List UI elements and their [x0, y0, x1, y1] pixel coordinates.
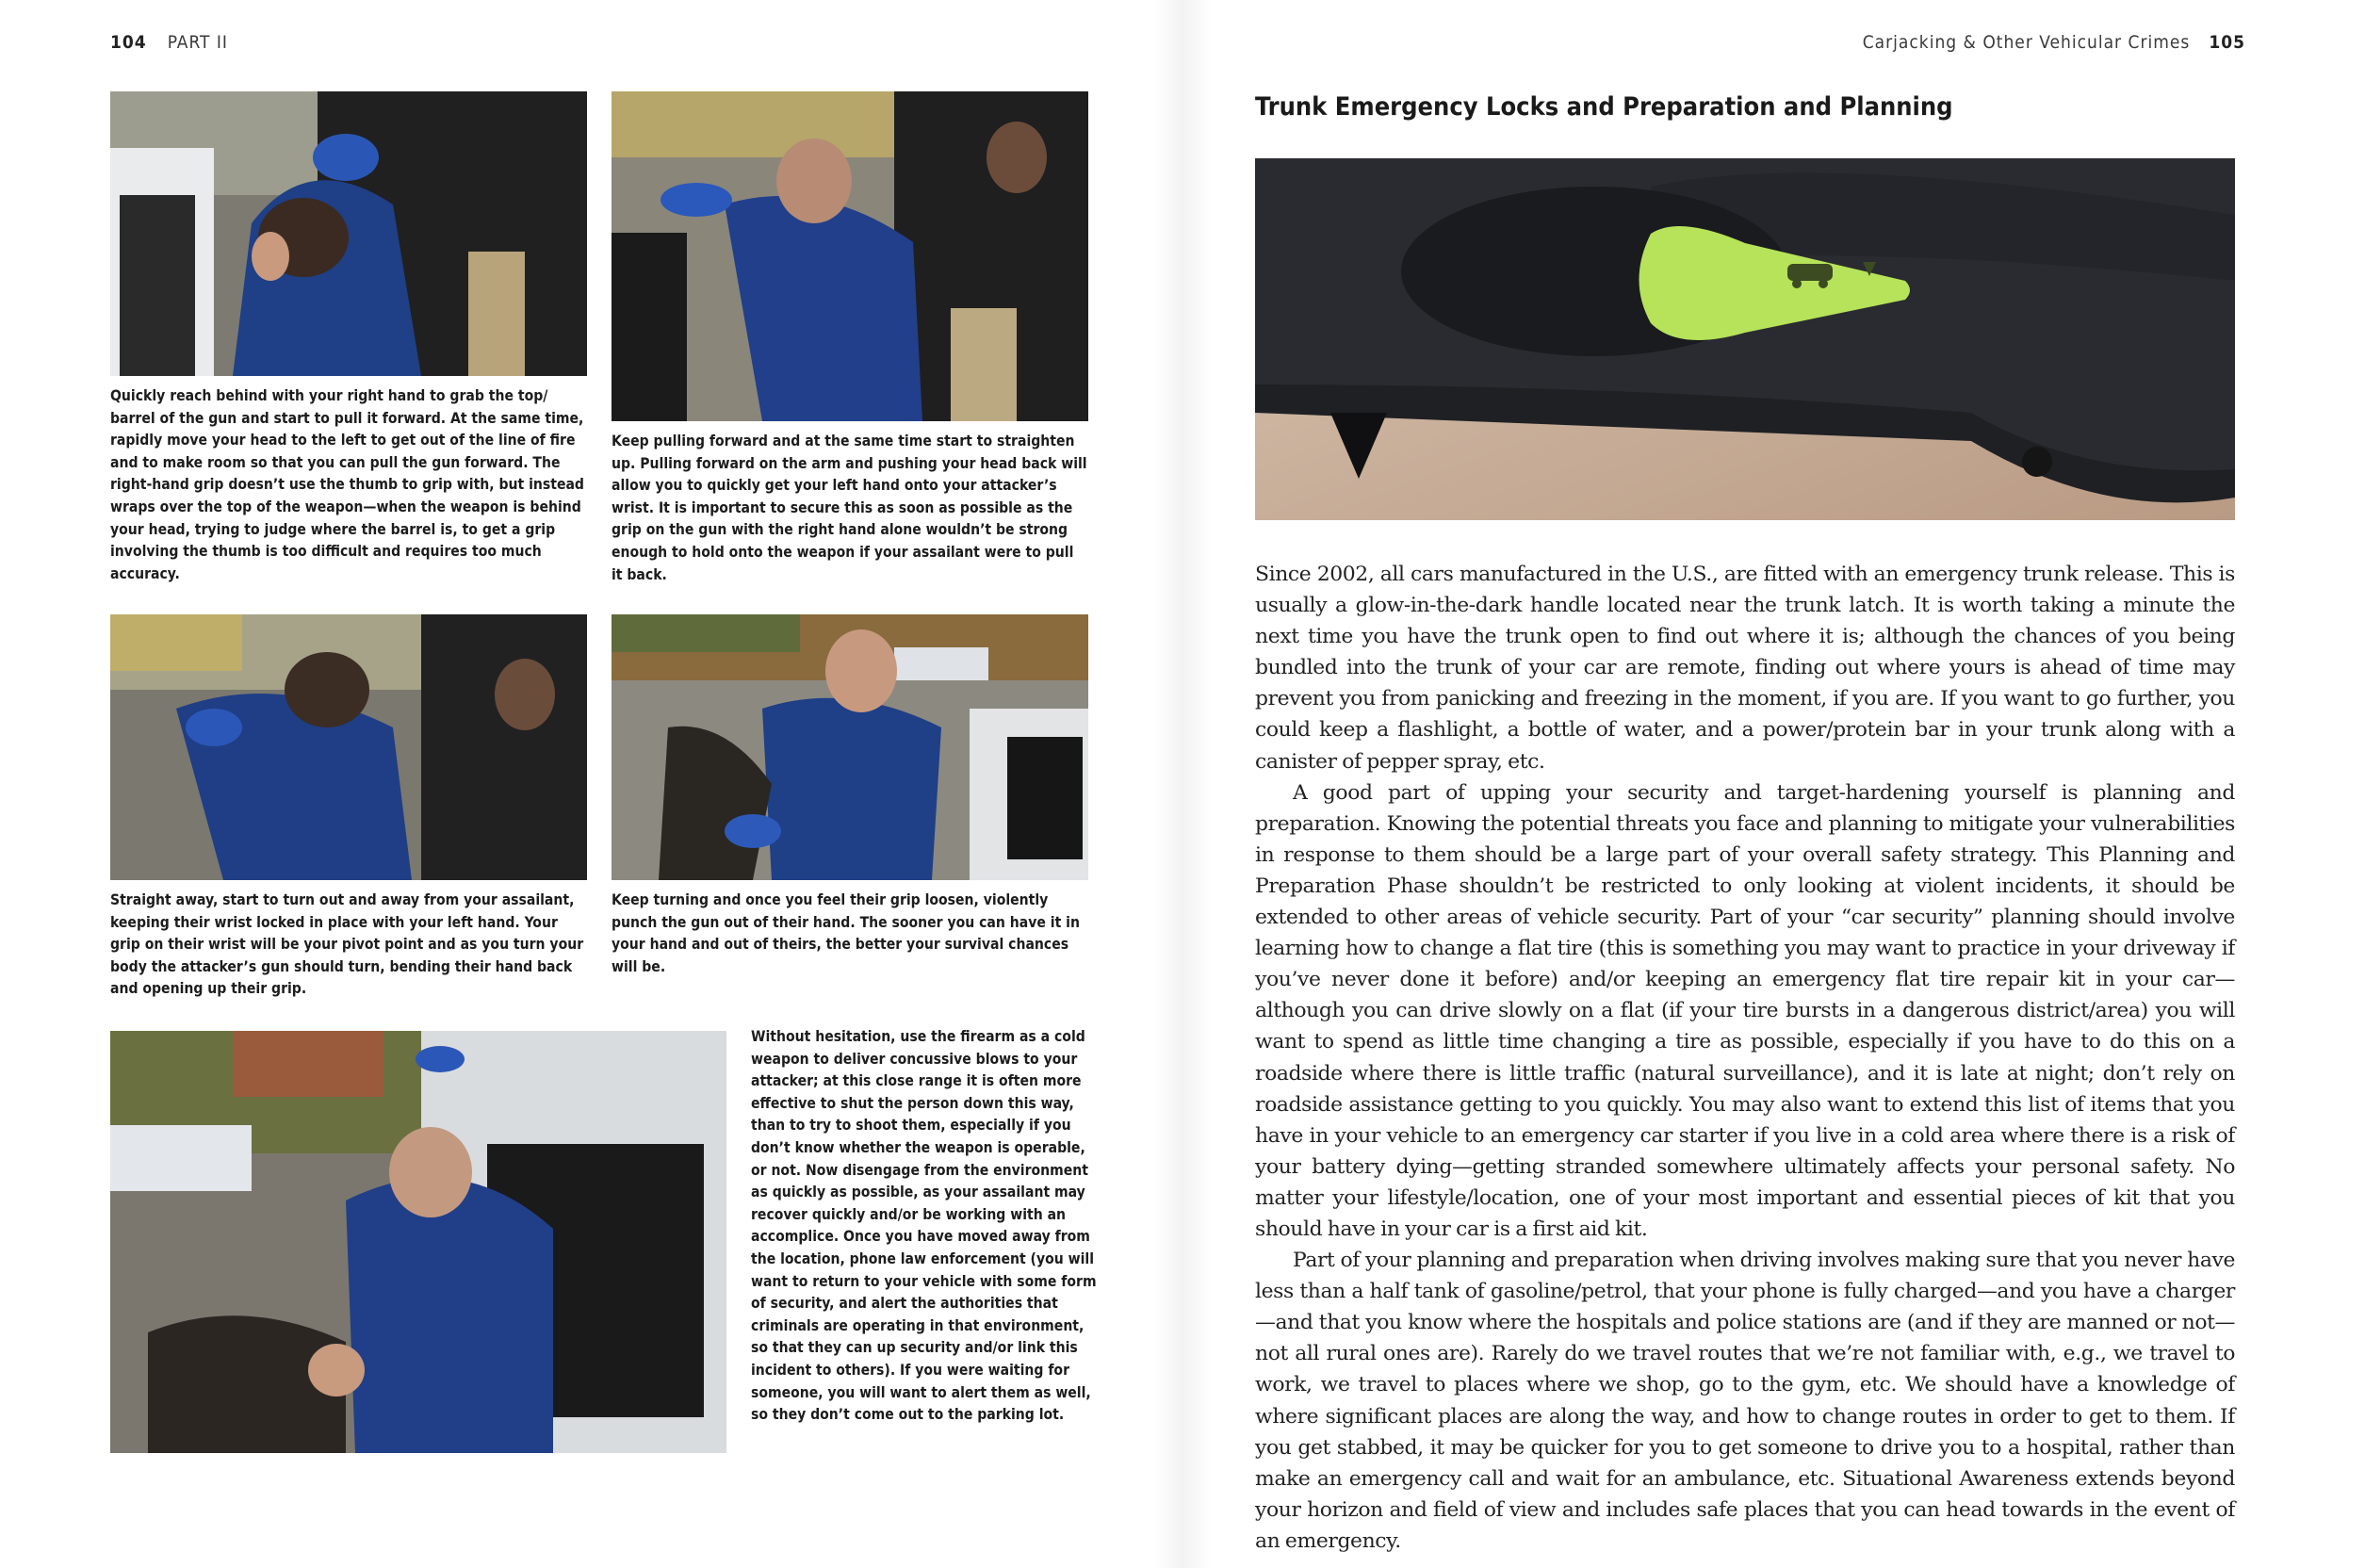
- left-page-number: 104: [110, 32, 147, 53]
- caption-step-4: Keep turning and once you feel their grip loosen, violently punch the gun out of their hand. The sooner you can have it in your hand and out of theirs, the better your survival chances will be.: [612, 891, 1080, 975]
- section-title: Trunk Emergency Locks and Preparation and Planning: [1255, 92, 1953, 122]
- caption-step-1: Quickly reach behind with your right hand to grab the top/ barrel of the gun and start to pull it forward. At the same time, rapidly move your head to the left to get out of the line of fire and to make room so that you can pull the gun forward. The right-hand grip doesn’t use the thumb to grip with, but instead wraps over the top of the weapon—when the weapon is behind your head, trying to judge where the barrel is, to get a grip involving the thumb is too difficult and requires too much accuracy.: [110, 387, 584, 582]
- right-page-number: 105: [2209, 32, 2245, 53]
- paragraph: Part of your planning and preparation when driving involves making sure that you never have less than a half tank of gasoline/petrol, that your phone is fully charged—and you have a charger—and that you know where the hospitals and police stations are (and if they are manned or not—not all rural ones are). Rarely do we travel routes that we’re not familiar with, e.g., we travel to work, we travel to places where we shop, go to the gym, etc. We should have a knowledge of where significant places are along the way, and how to change routes in order to get to them. If you get stabbed, it may be quicker for you to get someone to drive you to a hospital, rather than make an emergency call and wait for an ambulance, etc. Situational Awareness extends beyond your horizon and field of view and includes safe places that you can head towards in the event of an emergency.: [1255, 1249, 2235, 1553]
- page-gutter: [1154, 0, 1211, 1568]
- photo-step-3: [110, 614, 587, 880]
- paragraph: A good part of upping your security and target-hardening yourself is planning and preparation. Knowing the potential threats you face and planning to mitigate your vulnerabilities in response to them should be a large part of your overall safety strategy. This Planning and Preparation Phase shouldn’t be restricted to only looking at violent incidents, it should be extended to other areas of vehicle security. Part of your “car security” planning should involve learning how to change a flat tire (this is something you may want to practice in your driveway if you’ve never done it before) and/or keeping an emergency flat tire repair kit in your car—although you can drive slowly on a flat (if your tire bursts in a dangerous district/area) you will want to spend as little time changing a tire as possible, especially if you have to do this on a roadside where there is little traffic (natural surveillance), and it is late at night; don’t rely on roadside assistance getting to you quickly. You may also want to extend this list of items that you have in your vehicle to an emergency car starter if you live in a cold area where there is a risk of your battery dying—getting stranded somewhere ultimately affects your personal safety. No matter your lifestyle/location, one of your most important and essential pieces of kit that you should have in your car is a first aid kit.: [1255, 780, 2235, 1241]
- photo-step-5: [110, 1031, 726, 1453]
- right-running-head: [1863, 32, 2245, 53]
- paragraph: Since 2002, all cars manufactured in the U.S., are fitted with an emergency trunk release. This is usually a glow-in-the-dark handle located near the trunk latch. It is worth taking a minute the next time you have the trunk open to find out where it is; although the chances of you being bundled into the trunk of your car are remote, finding out where yours is ahead of time may prevent you from panicking and freezing in the moment, if you are. If you want to go further, you could keep a flashlight, a bottle of water, and a power/protein bar in your trunk along with a canister of pepper spray, etc.: [1255, 563, 2235, 774]
- caption-step-5: Without hesitation, use the firearm as a cold weapon to deliver concussive blows to your attacker; at this close range it is often more effective to shut the person down this way, than to try to shoot them, especially if you don’t know whether the weapon is operable, or not. Now disengage from the environment as quickly as possible, as your assailant may recover quickly and/or be working with an accomplice. Once you have moved away from the location, phone law enforcement (you will want to return to your vehicle with some form of security, and alert the authorities that criminals are operating in that environment, so that they can up security and/or link this incident to others). If you were waiting for someone, you will want to alert them as well, so they don’t come out to the parking lot.: [751, 1028, 1097, 1424]
- part-label: PART II: [167, 32, 228, 53]
- chapter-title: Carjacking & Other Vehicular Crimes: [1862, 32, 2191, 53]
- caption-step-2: Keep pulling forward and at the same time start to straighten up. Pulling forward on the arm and pushing your head back will allow you to quickly get your left hand onto your attacker’s wrist. It is important to secure this as soon as possible as the grip on the gun with the right hand alone wouldn’t be strong enough to hold onto the weapon if your assailant were to pull it back.: [612, 433, 1087, 583]
- caption-step-3: Straight away, start to turn out and away from your assailant, keeping their wrist locked in place with your left hand. Your grip on their wrist will be your pivot point and as you turn your body the attacker’s gun should turn, bending their hand back and opening up their grip.: [110, 891, 584, 998]
- photo-step-4: [612, 614, 1088, 880]
- photo-step-2: [612, 91, 1088, 421]
- trunk-release-photo: [1255, 158, 2235, 520]
- left-running-head: [110, 32, 228, 53]
- photo-step-1: [110, 91, 587, 376]
- body-text: [1255, 559, 2235, 1557]
